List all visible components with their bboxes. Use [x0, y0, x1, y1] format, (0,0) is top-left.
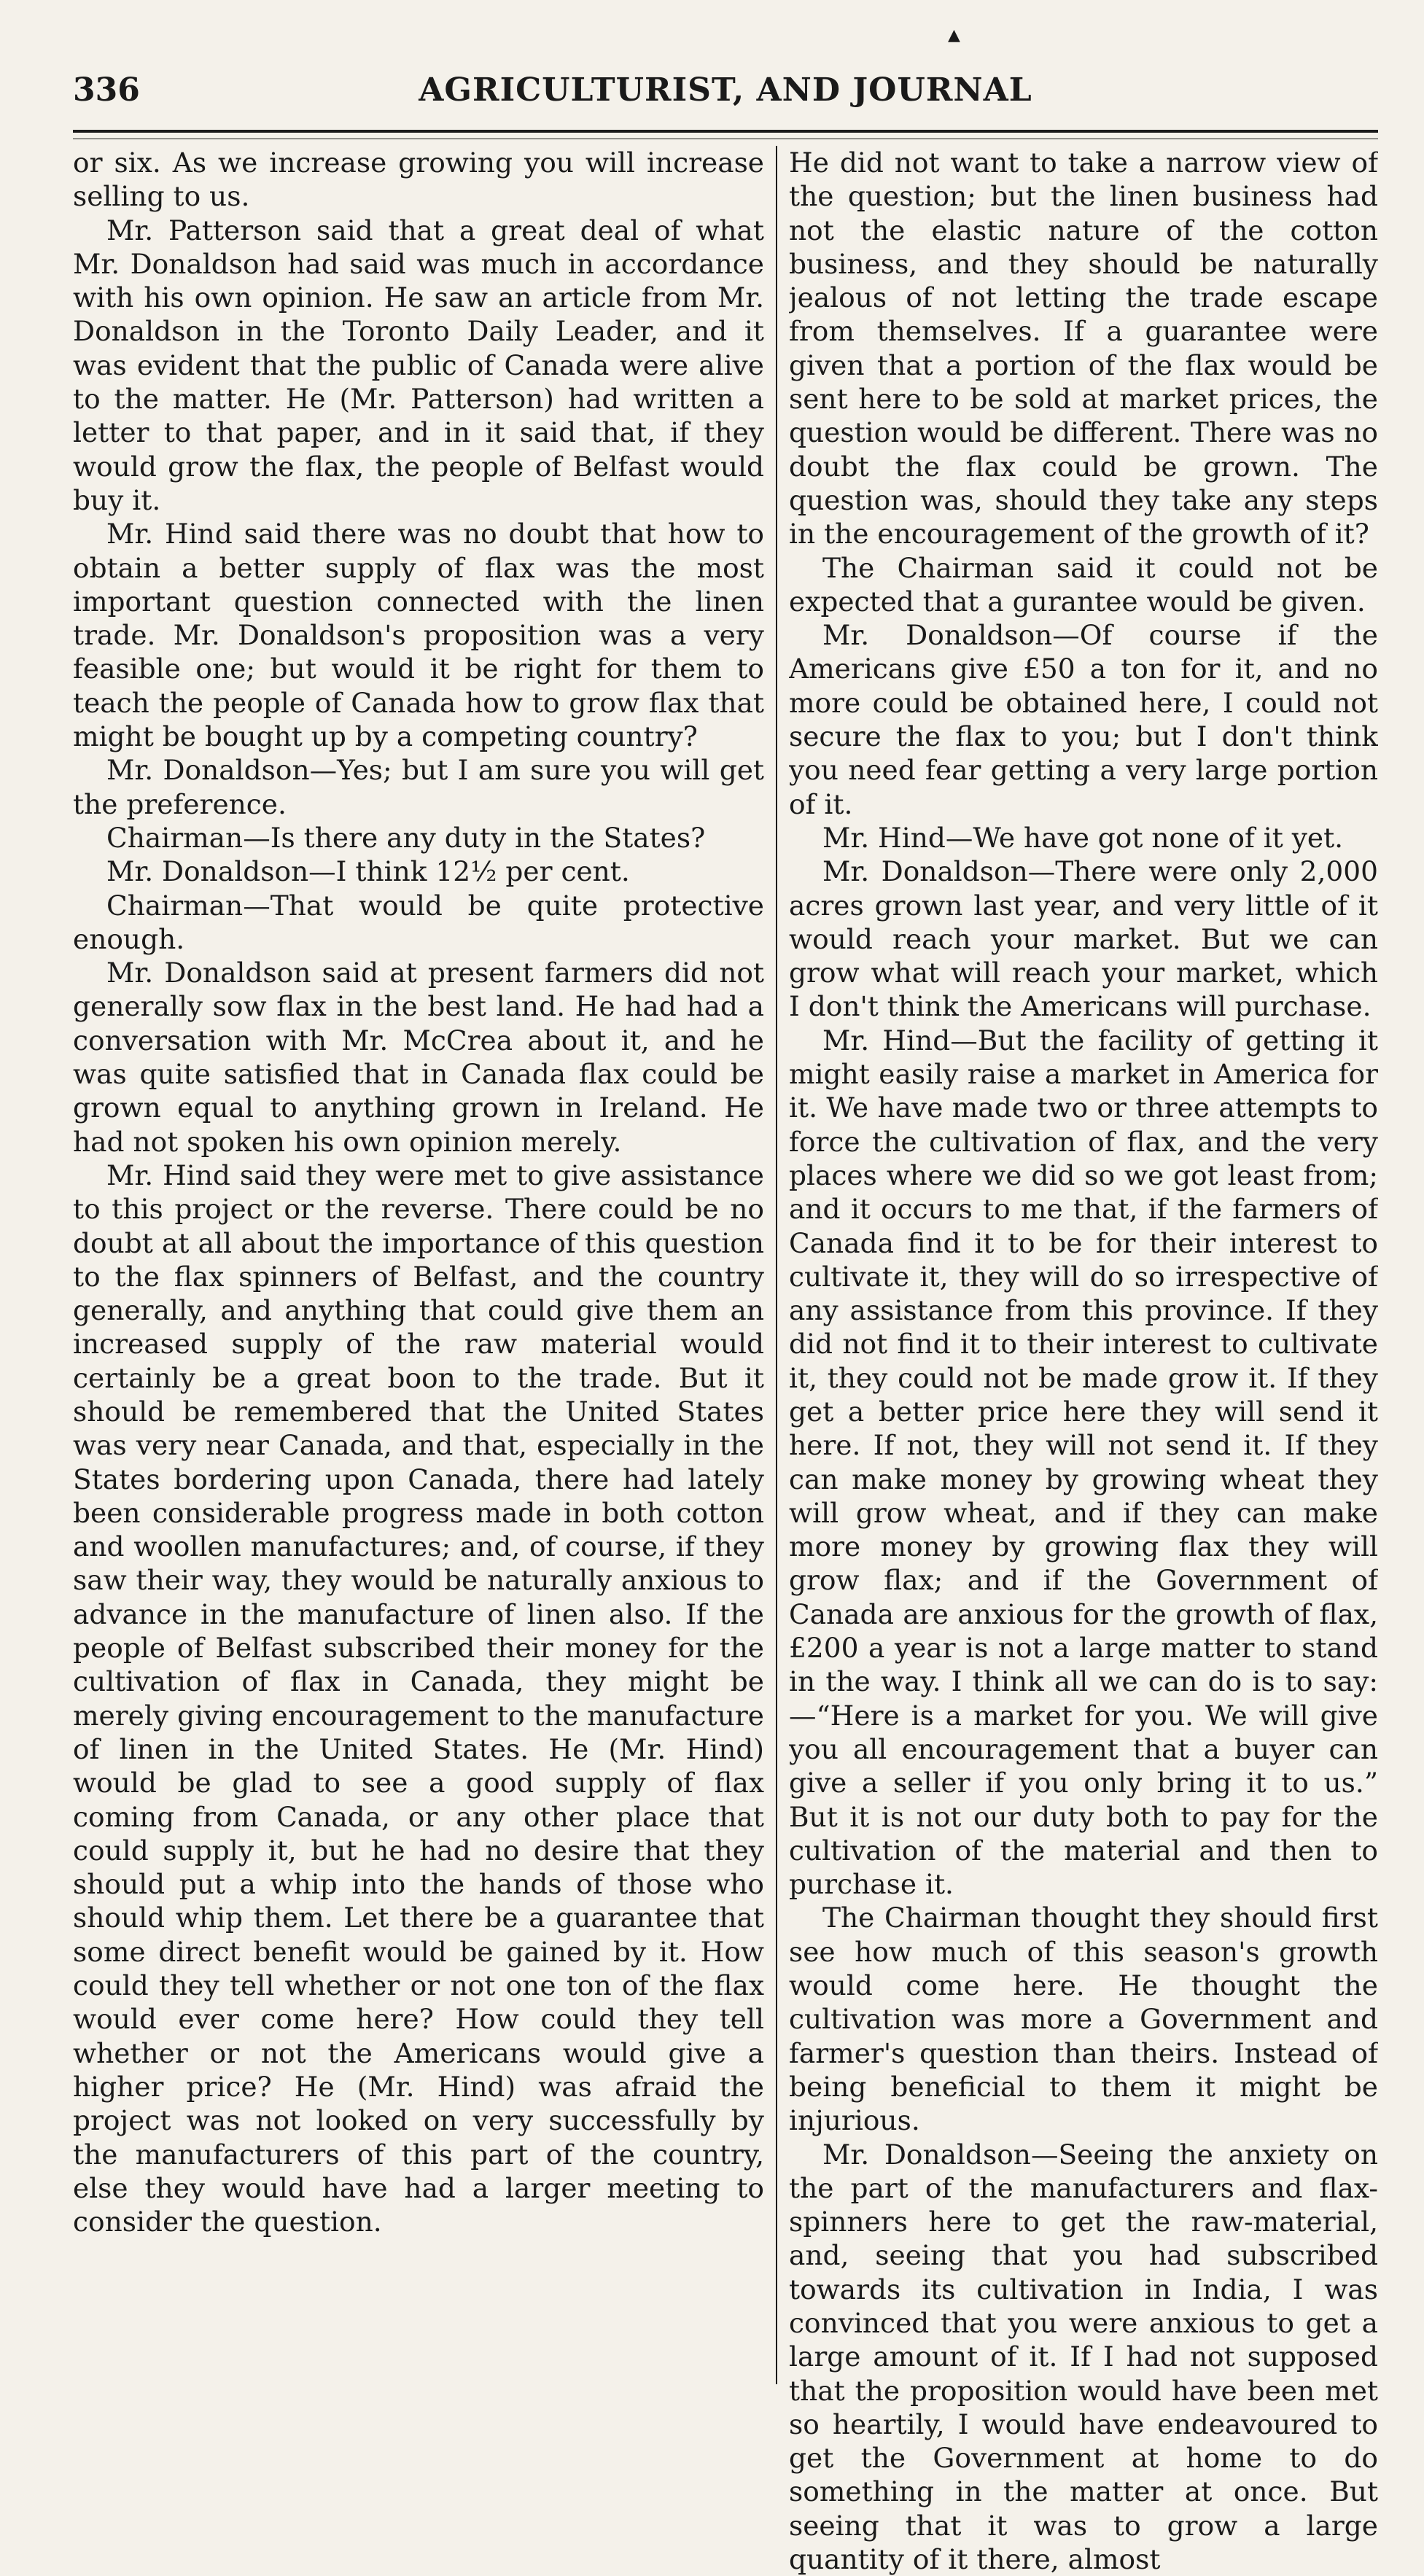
left-column [73, 146, 764, 2238]
paragraph: Mr. Hind said there was no doubt that how to obtain a better supply of flax was the most important question connected with the linen trade. Mr. Donaldson's proposition was a very feasible one; but would it be right for them to teach the people of Canada how to grow flax that might be bought up by a competing country? [73, 518, 764, 753]
paragraph: Mr. Donaldson—Seeing the anxiety on the part of the manufacturers and flax-spinners here to get the raw-material, and, seeing that you had subscribed towards its cultivation in India, I was convinced that you were anxious to get a large amount of it. If I had not supposed that the proposition would have been met so heartily, I would have endeavoured to get the Government at home to do something in the matter at once. But seeing that it was to grow a large quantity of it there, almost [789, 2138, 1378, 2576]
paragraph: Chairman—That would be quite protective enough. [73, 889, 764, 955]
paragraph: or six. As we increase growing you will increase selling to us. [73, 147, 764, 213]
right-column [789, 146, 1378, 2576]
page-number: 336 [73, 71, 140, 109]
paragraph: Mr. Hind—We have got none of it yet. [822, 821, 1344, 854]
paragraph: Mr. Hind said they were met to give assistance to this project or the reverse. There could be no doubt at all about the importance of this question to the flax spinners of Belfast, and the country generally, and anything that could give them an increased supply of the raw material would certainly be a great boon to the trade. But it should be remembered that the United States was very near Canada, and that, especially in the States bordering upon Canada, there had lately been considerable progress made in both cotton and woollen manufactures; and, of course, if they saw their way, they would be naturally anxious to advance in the manufacture of linen also. If the people of Belfast subscribed their money for the cultivation of flax in Canada, they might be merely giving encouragement to the manufacture of linen in the United States. He (Mr. Hind) would be glad to see a good supply of flax coming from Canada, or any other place that could supply it, but he had no desire that they should put a whip into the hands of those who should whip them. Let there be a guarantee that some direct benefit would be gained by it. How could they tell whether or not one ton of the flax would ever come here? How could they tell whether or not the Americans would give a higher price? He (Mr. Hind) was afraid the project was not looked on very successfully by the manufacturers of this part of the country, else they would have had a larger meeting to consider the question. [73, 1159, 764, 2238]
paragraph: Chairman—Is there any duty in the States? [106, 821, 706, 854]
paragraph: Mr. Donaldson—There were only 2,000 acres grown last year, and very little of it would reach your market. But we can grow what will reach your market, which I don't think the Americans will purchase. [789, 855, 1378, 1023]
running-title: AGRICULTURIST, AND JOURNAL [419, 71, 1032, 109]
paragraph: Mr. Hind—But the facility of getting it might easily raise a market in America for it. We have made two or three attempts to force the cultivation of flax, and the very places where we did so we got least from; and it occurs to me that, if the farmers of Canada find it to be for their interest to cultivate it, they will do so irrespective of any assistance from this province. If they did not find it to their interest to cultivate it, they could not be made grow it. If they get a better price here they will send it here. If not, they will not send it. If they can make money by growing wheat they will grow wheat, and if they can make more money by growing flax they will grow flax; and if the Government of Canada are anxious for the growth of flax, £200 a year is not a large matter to stand in the way. I think all we can do is to say:—“Here is a market for you. We will give you all encouragement that a buyer can give a seller if you only bring it to us.” But it is not our duty both to pay for the cultivation of the material and then to purchase it. [789, 1024, 1378, 1901]
header-rule-thick [73, 130, 1378, 133]
paragraph: Mr. Donaldson—I think 12½ per cent. [106, 855, 630, 888]
paragraph: Mr. Donaldson—Of course if the Americans give £50 a ton for it, and no more could be obtained here, I could not secure the flax to you; but I don't think you need fear getting a very large portion of it. [789, 619, 1378, 820]
paragraph: Mr. Donaldson—Yes; but I am sure you will get the preference. [73, 754, 764, 820]
paragraph: The Chairman thought they should first see how much of this season's growth would come here. He thought the cultivation was more a Government and farmer's question than theirs. Instead of being beneficial to them it might be injurious. [789, 1902, 1378, 2137]
paragraph: Mr. Donaldson said at present farmers did not generally sow flax in the best land. He had had a conversation with Mr. McCrea about it, and he was quite satisfied that in Canada flax could be grown equal to anything grown in Ireland. He had not spoken his own opinion merely. [73, 957, 764, 1158]
paragraph: The Chairman said it could not be expected that a gurantee would be given. [789, 551, 1378, 618]
print-mark-icon: ▲ [948, 26, 960, 44]
column-divider [776, 146, 777, 2384]
page-header [73, 64, 1378, 122]
paragraph: He did not want to take a narrow view of the question; but the linen business had not the elastic nature of the cotton business, and they should be naturally jealous of not letting the trade escape from themselves. If a guarantee were given that a portion of the flax would be sent here to be sold at market prices, the question would be different. There was no doubt the flax could be grown. The question was, should they take any steps in the encouragement of the growth of it? [789, 147, 1378, 550]
paragraph: Mr. Patterson said that a great deal of what Mr. Donaldson had said was much in accordance with his own opinion. He saw an article from Mr. Donaldson in the Toronto Daily Leader, and it was evident that the public of Canada were alive to the matter. He (Mr. Patterson) had written a letter to that paper, and in it said that, if they would grow the flax, the people of Belfast would buy it. [73, 214, 764, 516]
